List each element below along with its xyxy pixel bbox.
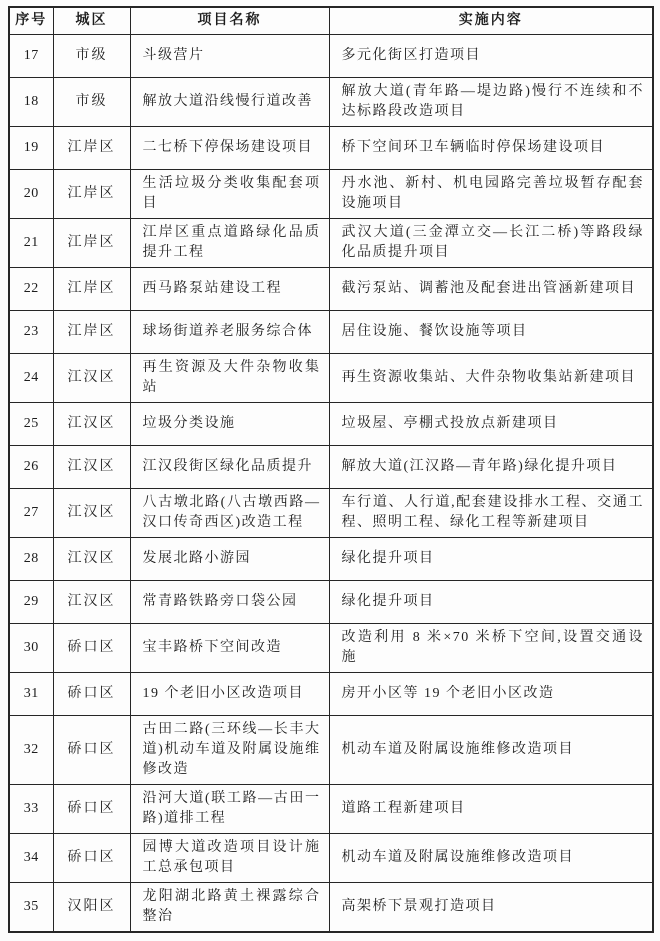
row-district: 市级 <box>53 35 130 78</box>
header-seq: 序号 <box>9 7 53 35</box>
row-district: 江汉区 <box>53 446 130 489</box>
row-project: 斗级营片 <box>130 35 329 78</box>
row-district: 硚口区 <box>53 624 130 673</box>
row-project: 江汉段街区绿化品质提升 <box>130 446 329 489</box>
table-row <box>9 354 653 403</box>
table-row <box>9 78 653 127</box>
row-project: 沿河大道(联工路—古田一路)道排工程 <box>130 785 329 834</box>
row-district: 江岸区 <box>53 170 130 219</box>
row-seq: 17 <box>9 35 53 78</box>
table-row <box>9 446 653 489</box>
row-seq: 19 <box>9 127 53 170</box>
row-content: 机动车道及附属设施维修改造项目 <box>329 834 653 883</box>
row-project: 西马路泵站建设工程 <box>130 268 329 311</box>
header-district: 城区 <box>53 7 130 35</box>
row-project: 八古墩北路(八古墩西路—汉口传奇西区)改造工程 <box>130 489 329 538</box>
row-project: 二七桥下停保场建设项目 <box>130 127 329 170</box>
row-seq: 32 <box>9 716 53 785</box>
row-district: 江汉区 <box>53 403 130 446</box>
table-row <box>9 785 653 834</box>
row-project: 古田二路(三环线—长丰大道)机动车道及附属设施维修改造 <box>130 716 329 785</box>
row-seq: 21 <box>9 219 53 268</box>
row-seq: 22 <box>9 268 53 311</box>
row-district: 硚口区 <box>53 716 130 785</box>
row-district: 江岸区 <box>53 311 130 354</box>
row-project: 19 个老旧小区改造项目 <box>130 673 329 716</box>
row-content: 再生资源收集站、大件杂物收集站新建项目 <box>329 354 653 403</box>
table-row <box>9 538 653 581</box>
table-row <box>9 581 653 624</box>
row-district: 江汉区 <box>53 354 130 403</box>
row-district: 江岸区 <box>53 268 130 311</box>
row-content: 绿化提升项目 <box>329 581 653 624</box>
row-district: 硚口区 <box>53 785 130 834</box>
row-project: 龙阳湖北路黄土裸露综合整治 <box>130 883 329 933</box>
row-content: 高架桥下景观打造项目 <box>329 883 653 933</box>
row-seq: 30 <box>9 624 53 673</box>
row-seq: 34 <box>9 834 53 883</box>
table-row <box>9 311 653 354</box>
row-content: 多元化街区打造项目 <box>329 35 653 78</box>
row-project: 常青路铁路旁口袋公园 <box>130 581 329 624</box>
row-content: 垃圾屋、亭棚式投放点新建项目 <box>329 403 653 446</box>
row-seq: 28 <box>9 538 53 581</box>
row-project: 解放大道沿线慢行道改善 <box>130 78 329 127</box>
row-content: 绿化提升项目 <box>329 538 653 581</box>
table-row <box>9 624 653 673</box>
row-seq: 27 <box>9 489 53 538</box>
row-seq: 26 <box>9 446 53 489</box>
table-row <box>9 268 653 311</box>
row-content: 机动车道及附属设施维修改造项目 <box>329 716 653 785</box>
row-content: 道路工程新建项目 <box>329 785 653 834</box>
row-project: 宝丰路桥下空间改造 <box>130 624 329 673</box>
row-project: 发展北路小游园 <box>130 538 329 581</box>
row-content: 截污泵站、调蓄池及配套进出管涵新建项目 <box>329 268 653 311</box>
row-content: 桥下空间环卫车辆临时停保场建设项目 <box>329 127 653 170</box>
row-project: 生活垃圾分类收集配套项目 <box>130 170 329 219</box>
row-seq: 20 <box>9 170 53 219</box>
row-district: 江汉区 <box>53 581 130 624</box>
row-project: 江岸区重点道路绿化品质提升工程 <box>130 219 329 268</box>
row-district: 硚口区 <box>53 834 130 883</box>
row-content: 房开小区等 19 个老旧小区改造 <box>329 673 653 716</box>
row-seq: 29 <box>9 581 53 624</box>
table-row <box>9 489 653 538</box>
row-seq: 24 <box>9 354 53 403</box>
row-district: 汉阳区 <box>53 883 130 933</box>
table-row <box>9 219 653 268</box>
row-district: 江汉区 <box>53 489 130 538</box>
row-project: 球场街道养老服务综合体 <box>130 311 329 354</box>
header-content: 实施内容 <box>329 7 653 35</box>
table-header-row <box>9 7 653 35</box>
row-project: 再生资源及大件杂物收集站 <box>130 354 329 403</box>
table-row <box>9 673 653 716</box>
row-content: 改造利用 8 米×70 米桥下空间,设置交通设施 <box>329 624 653 673</box>
row-content: 丹水池、新村、机电园路完善垃圾暂存配套设施项目 <box>329 170 653 219</box>
row-content: 解放大道(江汉路—青年路)绿化提升项目 <box>329 446 653 489</box>
row-content: 车行道、人行道,配套建设排水工程、交通工程、照明工程、绿化工程等新建项目 <box>329 489 653 538</box>
row-project: 垃圾分类设施 <box>130 403 329 446</box>
row-seq: 18 <box>9 78 53 127</box>
row-project: 园博大道改造项目设计施工总承包项目 <box>130 834 329 883</box>
row-seq: 25 <box>9 403 53 446</box>
table-row <box>9 883 653 933</box>
row-content: 居住设施、餐饮设施等项目 <box>329 311 653 354</box>
header-project: 项目名称 <box>130 7 329 35</box>
table-row <box>9 170 653 219</box>
row-content: 武汉大道(三金潭立交—长江二桥)等路段绿化品质提升项目 <box>329 219 653 268</box>
row-district: 市级 <box>53 78 130 127</box>
row-district: 江岸区 <box>53 127 130 170</box>
row-seq: 23 <box>9 311 53 354</box>
table-row <box>9 403 653 446</box>
projects-table <box>8 6 654 933</box>
table-row <box>9 716 653 785</box>
row-seq: 31 <box>9 673 53 716</box>
table-row <box>9 834 653 883</box>
row-seq: 33 <box>9 785 53 834</box>
row-content: 解放大道(青年路—堤边路)慢行不连续和不达标路段改造项目 <box>329 78 653 127</box>
row-seq: 35 <box>9 883 53 933</box>
row-district: 硚口区 <box>53 673 130 716</box>
row-district: 江汉区 <box>53 538 130 581</box>
table-row <box>9 35 653 78</box>
row-district: 江岸区 <box>53 219 130 268</box>
table-row <box>9 127 653 170</box>
